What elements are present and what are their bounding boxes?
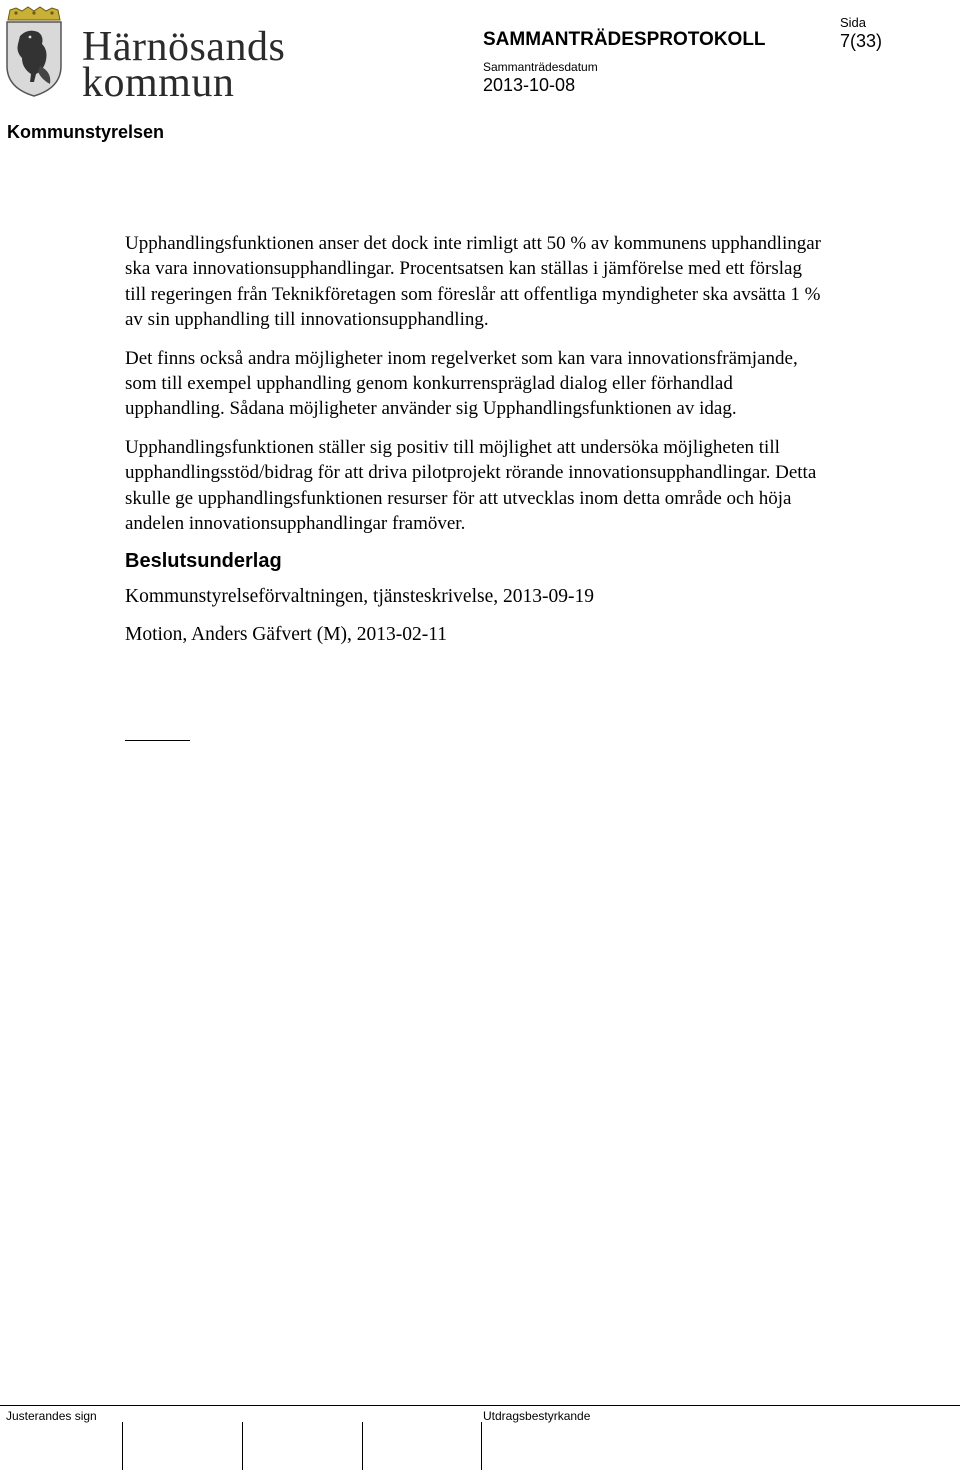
logo-text-line-2: kommun	[82, 60, 235, 106]
signature-box-divider	[122, 1422, 123, 1470]
reference-item: Motion, Anders Gäfvert (M), 2013-02-11	[125, 624, 448, 646]
signature-box-divider	[481, 1422, 482, 1470]
organization-name: Kommunstyrelsen	[7, 122, 165, 142]
paragraph: Upphandlingsfunktionen ställer sig positiv till möjlighet att undersöka möjligheten till upphandlingsstöd/bidrag för att driva pilotprojekt rörande innovationsupphandlingar. Detta skulle ge upphandlingsfunktionen resurser för att utvecklas inom detta område och höja andelen innovationsupphandlingar framöver.	[125, 436, 817, 535]
footer	[0, 1405, 960, 1470]
section-heading: Beslutsunderlag	[125, 550, 282, 573]
page-number: 7(33)	[840, 31, 883, 51]
signature-box-divider	[362, 1422, 363, 1470]
logo-text-line-1: Härnösands	[82, 24, 286, 70]
footer-divider	[0, 1405, 960, 1406]
protocol-body	[125, 231, 825, 661]
document-title: SAMMANTRÄDESPROTOKOLL	[483, 29, 766, 50]
reference-item: Kommunstyrelseförvaltningen, tjänsteskrivelse, 2013-09-19	[125, 586, 594, 608]
page-label: Sida	[840, 15, 867, 30]
signature-box-divider	[242, 1422, 243, 1470]
paragraph: Upphandlingsfunktionen anser det dock inte rimligt att 50 % av kommunens upphandlingar ska vara innovationsupphandlingar. Procentsatsen kan ställas i jämförelse med ett förslag till regeringen från Teknikföretagen som föreslår att offentliga myndigheter ska avsätta 1 % av sin upphandling till innovationsupphandling.	[125, 233, 822, 331]
meeting-date: 2013-10-08	[483, 75, 576, 95]
extract-certification-label: Utdragsbestyrkande	[483, 1409, 591, 1423]
end-rule	[125, 740, 190, 741]
signature-label: Justerandes sign	[6, 1409, 97, 1423]
harnosands-kommun-logo	[4, 6, 294, 106]
coat-of-arms-icon	[4, 6, 74, 98]
meeting-date-label: Sammanträdesdatum	[483, 60, 598, 74]
paragraph: Det finns också andra möjligheter inom regelverket som kan vara innovationsfrämjande, som till exempel upphandling genom konkurrenspräglad dialog eller förhandlad upphandling. Sådana möjligheter använder sig Upphandlingsfunktionen av idag.	[125, 347, 798, 420]
